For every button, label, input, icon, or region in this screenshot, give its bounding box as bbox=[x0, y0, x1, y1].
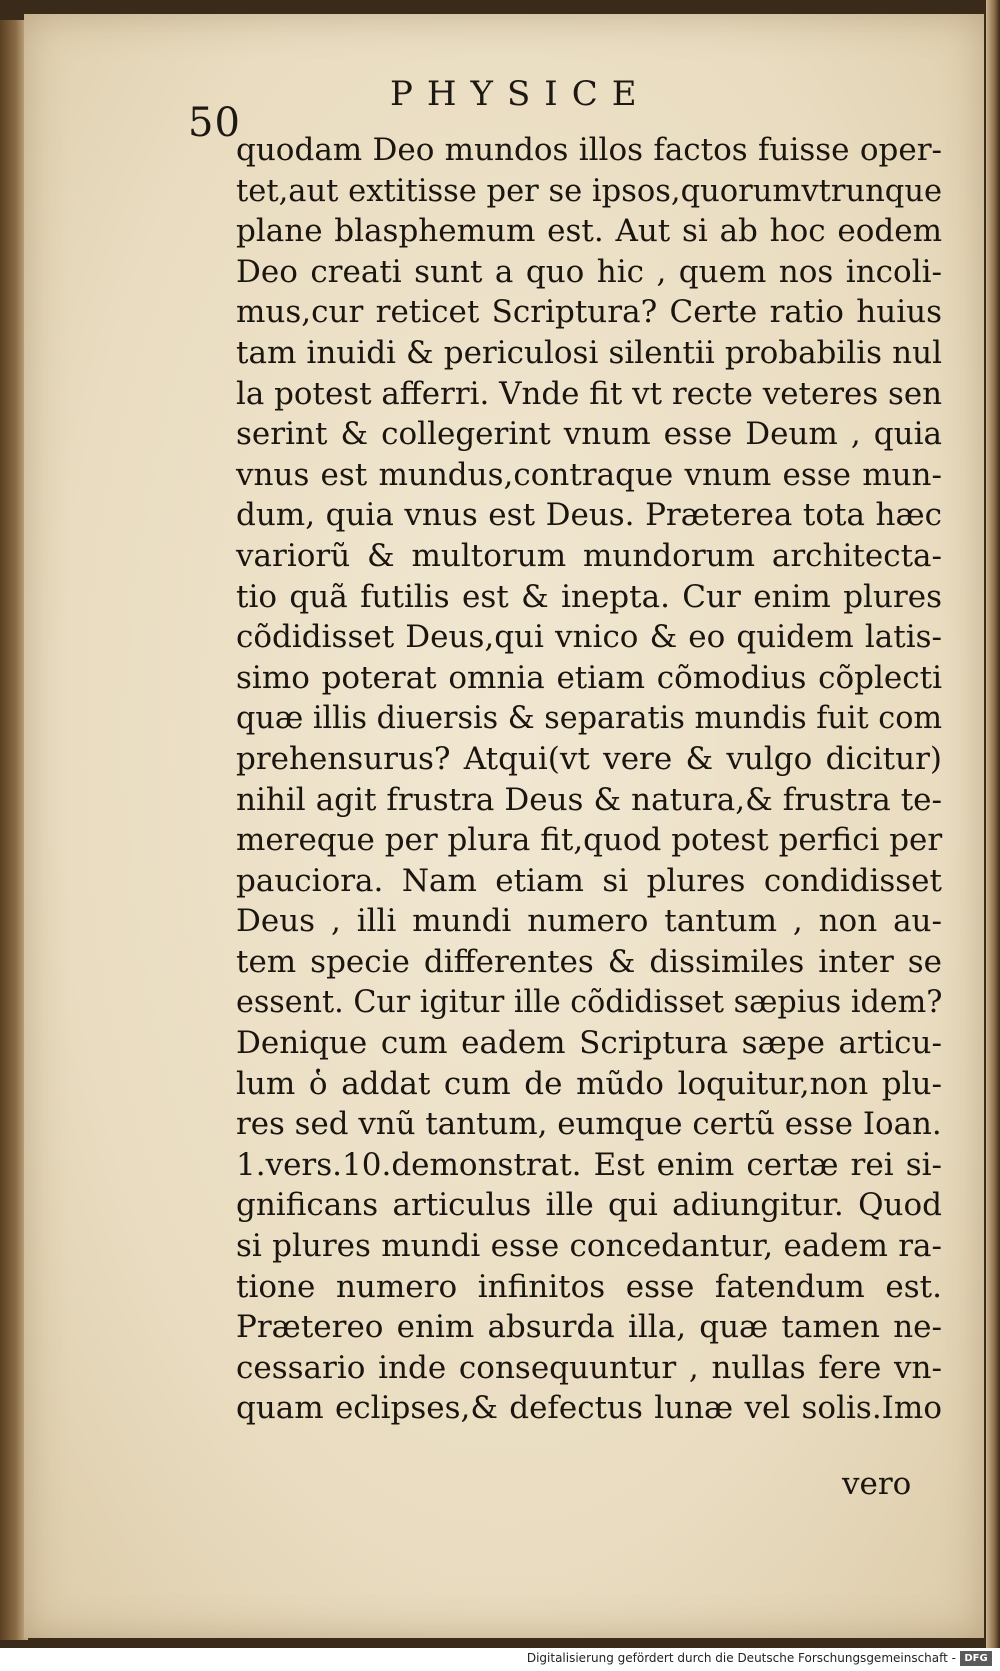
text-line: essent. Cur igitur ille cõdidisset sæpius idem? bbox=[236, 984, 943, 1021]
text-line: plane blasphemum est. Aut si ab hoc eodem bbox=[236, 213, 942, 250]
text-line: quam eclipses,& defectus lunæ vel solis.Imo bbox=[236, 1390, 942, 1427]
text-line: serint & collegerint vnum esse Deum , quia bbox=[236, 416, 942, 453]
text-line: 1.vers.10.demonstrat. Est enim certæ rei si- bbox=[236, 1146, 942, 1183]
text-line: res sed vnũ tantum, eumque certũ esse Ioan. bbox=[236, 1106, 942, 1143]
text-line: nihil agit frustra Deus & natura,& frustra te- bbox=[236, 781, 942, 818]
text-line: vnus est mundus,contraque vnum esse mun- bbox=[236, 456, 942, 493]
text-line: Deo creati sunt a quo hic , quem nos incoli- bbox=[236, 253, 942, 290]
text-line: tem specie differentes & dissimiles inter se bbox=[236, 943, 942, 980]
funding-credit: Digitalisierung gefördert durch die Deutsche Forschungsgemeinschaft - bbox=[526, 1651, 956, 1665]
running-head: PHYSICE bbox=[390, 74, 651, 114]
text-line: Denique cum eadem Scriptura sæpe articu- bbox=[236, 1025, 942, 1062]
body-text bbox=[236, 130, 942, 1429]
text-line: Prætereo enim absurda illa, quæ tamen ne- bbox=[236, 1309, 942, 1346]
text-line: gnificans articulus ille qui adiungitur. Quod bbox=[236, 1187, 942, 1224]
text-line: dum, quia vnus est Deus. Præterea tota hæc bbox=[236, 497, 942, 534]
text-line: mereque per plura fit,quod potest perfici per bbox=[236, 822, 943, 859]
page-fore-edge bbox=[986, 0, 1000, 1648]
text-line: Deus , illi mundi numero tantum , non au- bbox=[236, 903, 942, 940]
text-line: cõdidisset Deus,qui vnico & eo quidem latis- bbox=[236, 619, 942, 656]
text-line: prehensurus? Atqui(vt vere & vulgo dicitur) bbox=[236, 740, 942, 777]
text-line: tet,aut extitisse per se ipsos,quorumvtrunque bbox=[236, 172, 943, 209]
text-line: tione numero infinitos esse fatendum est. bbox=[236, 1268, 942, 1305]
text-line: pauciora. Nam etiam si plures condidisset bbox=[236, 862, 942, 899]
footer-bar bbox=[0, 1648, 1000, 1671]
catchword: vero bbox=[842, 1466, 912, 1502]
text-line: si plures mundi esse concedantur, eadem ra- bbox=[236, 1228, 942, 1265]
text-line: lum ὁ addat cum de mũdo loquitur,non plu- bbox=[236, 1065, 942, 1102]
text-line: tio quã futilis est & inepta. Cur enim plures bbox=[236, 578, 942, 615]
text-line: quodam Deo mundos illos factos fuisse oper- bbox=[236, 132, 942, 168]
text-line: tam inuidi & periculosi silentii probabilis nul bbox=[236, 334, 942, 371]
text-line: quæ illis diuersis & separatis mundis fuit com bbox=[236, 700, 943, 737]
text-line: mus,cur reticet Scriptura? Certe ratio huius bbox=[236, 294, 942, 331]
text-line: variorũ & multorum mundorum architecta- bbox=[236, 537, 942, 574]
page-number: 50 bbox=[188, 100, 241, 146]
text-line: la potest afferri. Vnde fit vt recte veteres sen bbox=[236, 375, 943, 412]
text-line: simo poterat omnia etiam cõmodius cõplecti bbox=[236, 659, 942, 696]
dfg-logo: DFG bbox=[960, 1651, 992, 1666]
text-line: cessario inde consequuntur , nullas fere vn- bbox=[236, 1349, 942, 1386]
